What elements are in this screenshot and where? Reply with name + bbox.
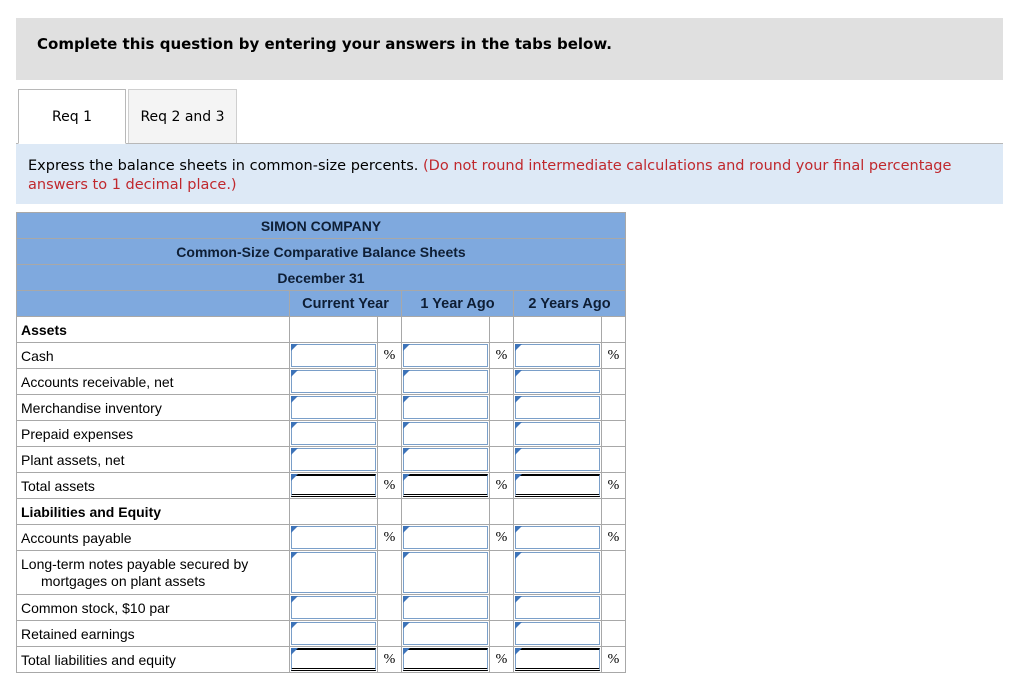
instructions-main: Express the balance sheets in common-size percents. [28, 158, 419, 174]
row-label: Prepaid expenses [17, 421, 290, 447]
input-marker-icon [403, 474, 410, 481]
input-marker-icon [291, 474, 298, 481]
ltnp-2-years-ago-input[interactable] [515, 552, 600, 593]
row-accounts-receivable [17, 369, 626, 395]
company-name: SIMON COMPANY [17, 213, 626, 239]
input-marker-icon [515, 396, 522, 403]
row-total-liabilities-equity [17, 647, 626, 673]
input-marker-icon [515, 622, 522, 629]
ltnp-current-year-input[interactable] [291, 552, 376, 593]
tab-req-2-and-3[interactable]: Req 2 and 3 [128, 89, 237, 143]
input-marker-icon [403, 396, 410, 403]
row-long-term-notes [17, 551, 626, 595]
input-marker-icon [515, 474, 522, 481]
row-total-assets [17, 473, 626, 499]
plant-1-year-ago-input[interactable] [403, 448, 488, 471]
percent-sign: % [602, 473, 626, 499]
total-assets-2-years-ago-input[interactable] [515, 474, 600, 497]
input-marker-icon [403, 370, 410, 377]
column-header-1-year-ago: 1 Year Ago [402, 291, 514, 317]
blank-header-cell [17, 291, 290, 317]
input-marker-icon [515, 370, 522, 377]
inventory-2-years-ago-input[interactable] [515, 396, 600, 419]
row-label: Accounts receivable, net [17, 369, 290, 395]
input-marker-icon [291, 422, 298, 429]
input-marker-icon [291, 526, 298, 533]
balance-sheet-table [16, 212, 626, 673]
total-assets-1-year-ago-input[interactable] [403, 474, 488, 497]
cash-2-years-ago-input[interactable] [515, 344, 600, 367]
row-accounts-payable [17, 525, 626, 551]
plant-current-year-input[interactable] [291, 448, 376, 471]
input-marker-icon [291, 596, 298, 603]
percent-sign: % [490, 343, 514, 369]
inventory-current-year-input[interactable] [291, 396, 376, 419]
input-marker-icon [515, 344, 522, 351]
common-2-years-ago-input[interactable] [515, 596, 600, 619]
percent-sign: % [378, 343, 402, 369]
ap-1-year-ago-input[interactable] [403, 526, 488, 549]
prepaid-2-years-ago-input[interactable] [515, 422, 600, 445]
row-plant-assets [17, 447, 626, 473]
column-header-2-years-ago: 2 Years Ago [514, 291, 626, 317]
input-marker-icon [403, 422, 410, 429]
input-marker-icon [291, 648, 298, 655]
row-label: Retained earnings [17, 621, 290, 647]
ltnp-1-year-ago-input[interactable] [403, 552, 488, 593]
total-le-1-year-ago-input[interactable] [403, 648, 488, 671]
input-marker-icon [403, 622, 410, 629]
percent-sign: % [378, 473, 402, 499]
row-label [17, 551, 290, 595]
input-marker-icon [515, 596, 522, 603]
input-marker-icon [403, 552, 410, 559]
row-assets-heading [17, 317, 626, 343]
retained-2-years-ago-input[interactable] [515, 622, 600, 645]
input-marker-icon [291, 448, 298, 455]
input-marker-icon [403, 526, 410, 533]
percent-sign: % [378, 525, 402, 551]
total-assets-current-year-input[interactable] [291, 474, 376, 497]
ar-1-year-ago-input[interactable] [403, 370, 488, 393]
percent-sign: % [490, 525, 514, 551]
percent-sign: % [602, 647, 626, 673]
retained-1-year-ago-input[interactable] [403, 622, 488, 645]
instructions-banner [16, 18, 1003, 80]
ar-2-years-ago-input[interactable] [515, 370, 600, 393]
common-current-year-input[interactable] [291, 596, 376, 619]
input-marker-icon [291, 396, 298, 403]
input-marker-icon [291, 622, 298, 629]
prepaid-current-year-input[interactable] [291, 422, 376, 445]
tab-req-1[interactable]: Req 1 [18, 89, 126, 144]
total-le-current-year-input[interactable] [291, 648, 376, 671]
ap-current-year-input[interactable] [291, 526, 376, 549]
input-marker-icon [515, 448, 522, 455]
percent-sign: % [602, 343, 626, 369]
percent-sign: % [602, 525, 626, 551]
percent-sign: % [490, 473, 514, 499]
input-marker-icon [403, 344, 410, 351]
row-merchandise-inventory [17, 395, 626, 421]
statement-date: December 31 [17, 265, 626, 291]
input-marker-icon [291, 344, 298, 351]
input-marker-icon [403, 596, 410, 603]
input-marker-icon [515, 552, 522, 559]
ltnp-line-2: mortgages on plant assets [41, 572, 206, 589]
instructions-note: (Do not round intermediate calculations and round your final percentage answers to 1 decimal place.) [28, 158, 952, 193]
input-marker-icon [291, 552, 298, 559]
assets-heading: Assets [17, 317, 290, 343]
input-marker-icon [515, 526, 522, 533]
cash-1-year-ago-input[interactable] [403, 344, 488, 367]
common-1-year-ago-input[interactable] [403, 596, 488, 619]
retained-current-year-input[interactable] [291, 622, 376, 645]
input-marker-icon [403, 448, 410, 455]
percent-sign: % [490, 647, 514, 673]
row-label: Common stock, $10 par [17, 595, 290, 621]
prepaid-1-year-ago-input[interactable] [403, 422, 488, 445]
row-liabilities-heading [17, 499, 626, 525]
inventory-1-year-ago-input[interactable] [403, 396, 488, 419]
plant-2-years-ago-input[interactable] [515, 448, 600, 471]
row-cash [17, 343, 626, 369]
ltnp-line-1: Long-term notes payable secured by [21, 555, 249, 572]
percent-sign: % [378, 647, 402, 673]
row-label: Plant assets, net [17, 447, 290, 473]
banner-text: Complete this question by entering your answers in the tabs below. [37, 35, 612, 53]
input-marker-icon [403, 648, 410, 655]
input-marker-icon [291, 370, 298, 377]
ap-2-years-ago-input[interactable] [515, 526, 600, 549]
row-label: Total assets [17, 473, 290, 499]
row-label: Merchandise inventory [17, 395, 290, 421]
row-label: Accounts payable [17, 525, 290, 551]
input-marker-icon [515, 422, 522, 429]
liabilities-heading: Liabilities and Equity [17, 499, 290, 525]
column-header-current-year: Current Year [290, 291, 402, 317]
row-label: Cash [17, 343, 290, 369]
statement-title: Common-Size Comparative Balance Sheets [17, 239, 626, 265]
ar-current-year-input[interactable] [291, 370, 376, 393]
input-marker-icon [515, 648, 522, 655]
row-common-stock [17, 595, 626, 621]
cash-current-year-input[interactable] [291, 344, 376, 367]
row-prepaid-expenses [17, 421, 626, 447]
row-label: Total liabilities and equity [17, 647, 290, 673]
total-le-2-years-ago-input[interactable] [515, 648, 600, 671]
question-instructions [16, 144, 1003, 204]
row-retained-earnings [17, 621, 626, 647]
